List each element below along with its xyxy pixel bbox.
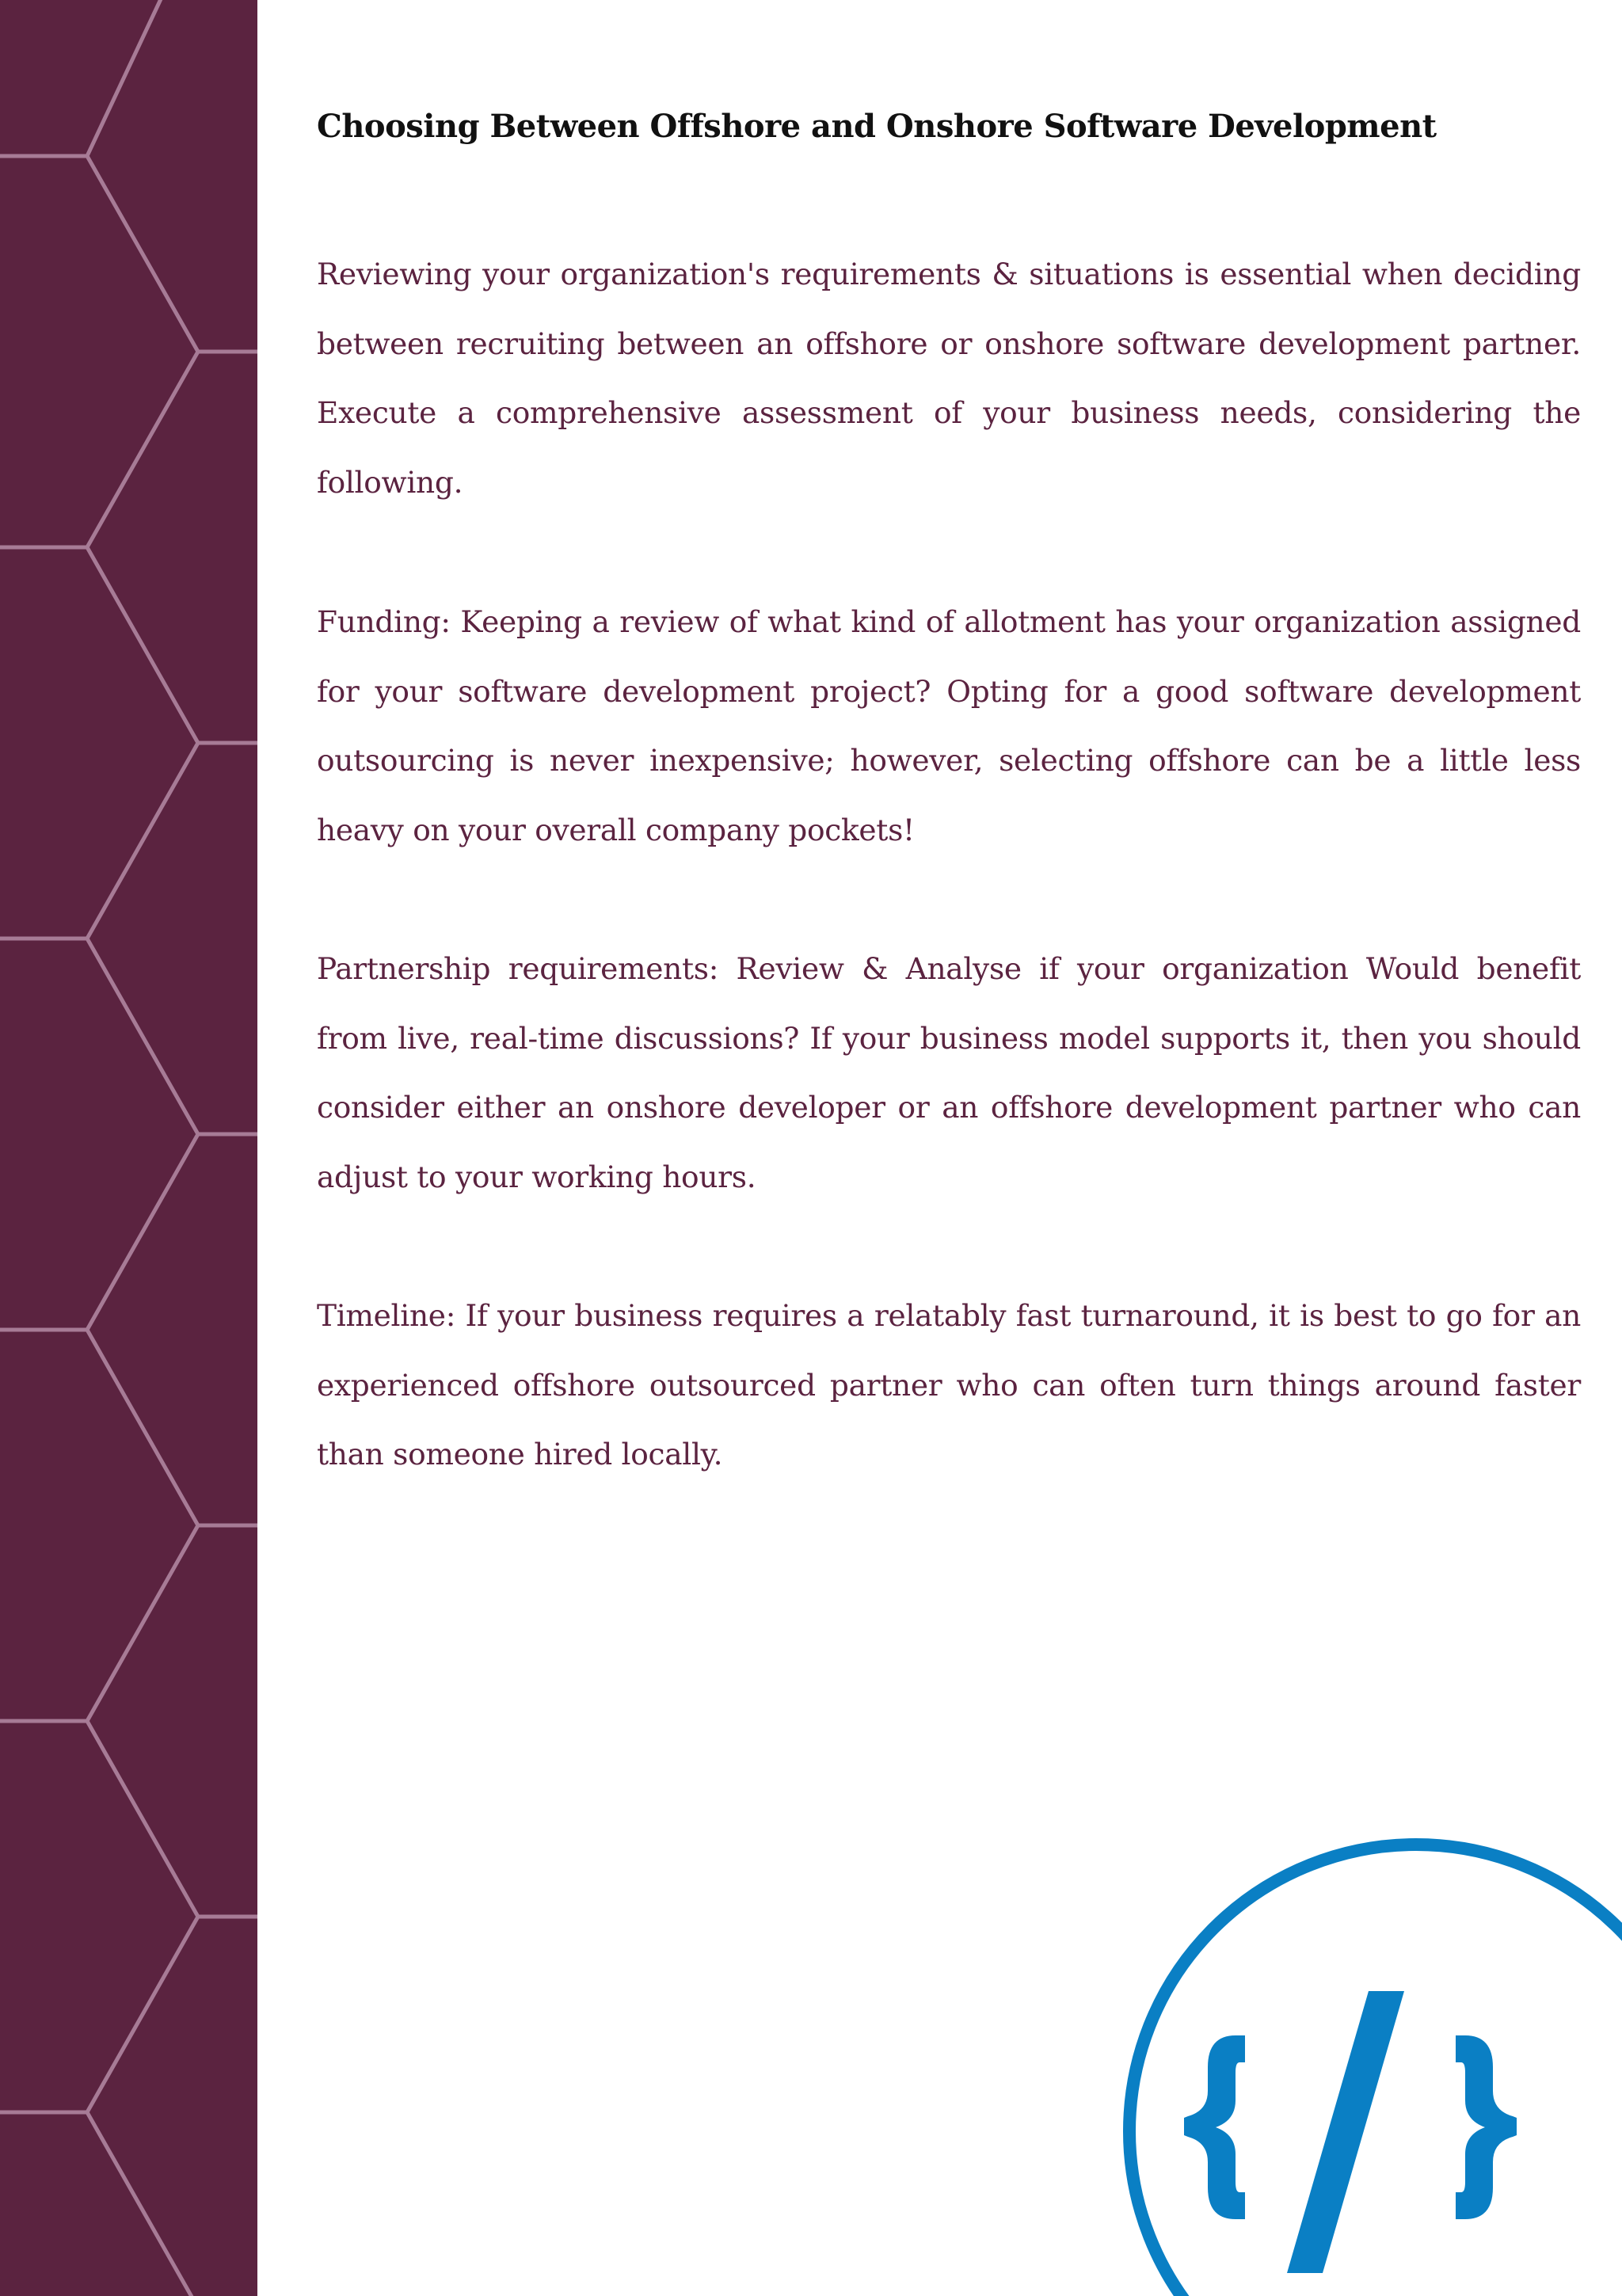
code-brackets-logo-icon [1109,1830,1622,2296]
paragraph-timeline: Timeline: If your business requires a relatably fast turnaround, it is best to go for an experienced offshore outsourced partner who can often turn things around faster than someone hired locally. [317,1298,1581,1472]
document-title: Choosing Between Offshore and Onshore Software Development [317,108,1437,145]
paragraph-partnership: Partnership requirements: Review & Analyse if your organization Would benefit from live, real-time discussions? If your business model supports it, then you should consider either an onshore developer or an offshore development partner who can adjust to your working hours. [317,951,1581,1194]
paragraph-intro: Reviewing your organization's requirements & situations is essential when deciding between recruiting between an offshore or onshore software development partner. Execute a comprehensive assessment of your business needs, considering the following. [317,257,1581,500]
sidebar-hexagon-panel [0,0,257,2296]
hexagon-pattern [0,0,257,2296]
paragraph-funding: Funding: Keeping a review of what kind of allotment has your organization assigned for your software development project? Opting for a good software development outsourcing is never inexpensive; however, selecting offshore can be a little less heavy on your overall company pockets! [317,604,1581,847]
